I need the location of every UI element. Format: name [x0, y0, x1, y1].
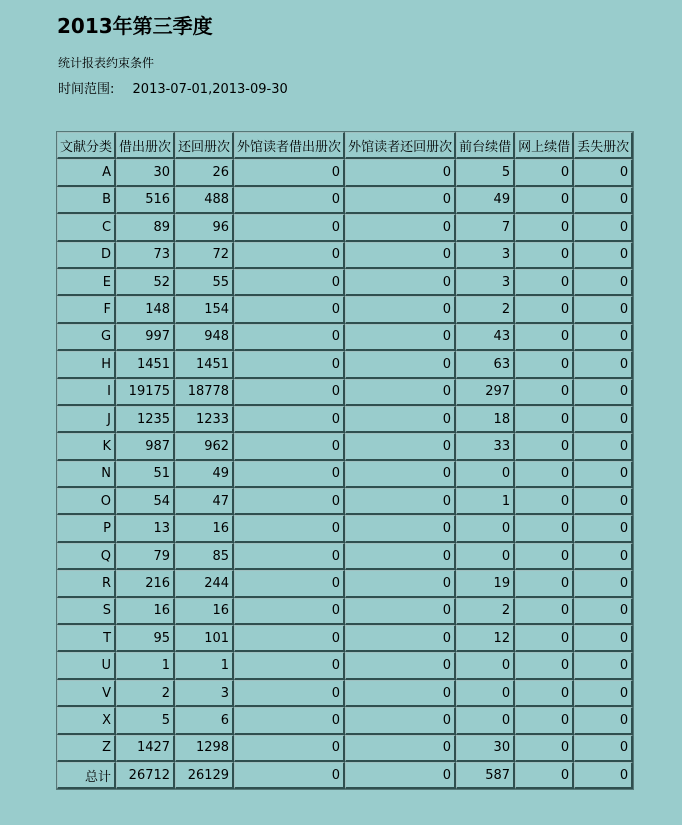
value-cell: 0	[234, 652, 345, 679]
value-cell: 0	[515, 652, 574, 679]
value-cell: 79	[116, 543, 175, 570]
value-cell: 0	[234, 488, 345, 515]
value-cell: 0	[345, 214, 456, 241]
value-cell: 0	[515, 625, 574, 652]
value-cell: 0	[345, 735, 456, 762]
category-cell: U	[57, 652, 116, 679]
value-cell: 26712	[116, 762, 175, 789]
value-cell: 0	[345, 707, 456, 734]
column-header: 丢失册次	[574, 132, 633, 159]
table-row	[57, 680, 633, 707]
value-cell: 0	[574, 242, 633, 269]
value-cell: 0	[234, 735, 345, 762]
value-cell: 0	[234, 269, 345, 296]
value-cell: 0	[345, 625, 456, 652]
value-cell: 0	[574, 406, 633, 433]
value-cell: 997	[116, 324, 175, 351]
value-cell: 18	[456, 406, 515, 433]
value-cell: 0	[456, 543, 515, 570]
value-cell: 52	[116, 269, 175, 296]
value-cell: 0	[345, 680, 456, 707]
value-cell: 0	[234, 406, 345, 433]
value-cell: 0	[574, 625, 633, 652]
value-cell: 0	[345, 515, 456, 542]
value-cell: 12	[456, 625, 515, 652]
value-cell: 51	[116, 461, 175, 488]
table-row	[57, 214, 633, 241]
time-range-label: 时间范围:	[58, 82, 115, 97]
value-cell: 0	[234, 433, 345, 460]
value-cell: 0	[234, 379, 345, 406]
value-cell: 0	[345, 269, 456, 296]
value-cell: 0	[574, 762, 633, 789]
value-cell: 987	[116, 433, 175, 460]
value-cell: 0	[515, 379, 574, 406]
value-cell: 85	[175, 543, 234, 570]
category-cell: N	[57, 461, 116, 488]
value-cell: 0	[574, 598, 633, 625]
category-cell: Q	[57, 543, 116, 570]
category-cell: X	[57, 707, 116, 734]
value-cell: 0	[515, 433, 574, 460]
value-cell: 0	[515, 488, 574, 515]
category-cell: E	[57, 269, 116, 296]
value-cell: 0	[234, 762, 345, 789]
value-cell: 19	[456, 570, 515, 597]
category-cell: H	[57, 351, 116, 378]
table-row	[57, 625, 633, 652]
value-cell: 0	[574, 159, 633, 186]
value-cell: 0	[345, 296, 456, 323]
value-cell: 0	[234, 214, 345, 241]
value-cell: 0	[345, 570, 456, 597]
value-cell: 3	[175, 680, 234, 707]
value-cell: 3	[456, 242, 515, 269]
value-cell: 0	[515, 187, 574, 214]
table-row	[57, 735, 633, 762]
value-cell: 0	[234, 543, 345, 570]
table-row	[57, 269, 633, 296]
category-cell: V	[57, 680, 116, 707]
value-cell: 0	[574, 269, 633, 296]
value-cell: 16	[116, 598, 175, 625]
value-cell: 0	[456, 515, 515, 542]
value-cell: 0	[456, 652, 515, 679]
value-cell: 0	[345, 762, 456, 789]
value-cell: 0	[515, 214, 574, 241]
table-row	[57, 406, 633, 433]
value-cell: 54	[116, 488, 175, 515]
table-row	[57, 324, 633, 351]
value-cell: 0	[234, 515, 345, 542]
value-cell: 216	[116, 570, 175, 597]
value-cell: 1427	[116, 735, 175, 762]
value-cell: 0	[574, 433, 633, 460]
value-cell: 0	[515, 707, 574, 734]
value-cell: 0	[574, 570, 633, 597]
value-cell: 0	[456, 680, 515, 707]
value-cell: 1451	[175, 351, 234, 378]
table-row	[57, 543, 633, 570]
value-cell: 96	[175, 214, 234, 241]
value-cell: 1	[175, 652, 234, 679]
value-cell: 0	[234, 351, 345, 378]
category-cell: P	[57, 515, 116, 542]
table-row	[57, 351, 633, 378]
value-cell: 0	[574, 214, 633, 241]
value-cell: 6	[175, 707, 234, 734]
value-cell: 0	[574, 296, 633, 323]
table-row	[57, 242, 633, 269]
value-cell: 0	[574, 680, 633, 707]
value-cell: 89	[116, 214, 175, 241]
category-cell: J	[57, 406, 116, 433]
page-title: 2013年第三季度	[57, 14, 213, 38]
category-cell: F	[57, 296, 116, 323]
value-cell: 47	[175, 488, 234, 515]
category-cell: 总计	[57, 762, 116, 789]
value-cell: 73	[116, 242, 175, 269]
category-cell: T	[57, 625, 116, 652]
column-header: 外馆读者借出册次	[234, 132, 345, 159]
value-cell: 26129	[175, 762, 234, 789]
value-cell: 95	[116, 625, 175, 652]
table-row	[57, 433, 633, 460]
category-cell: G	[57, 324, 116, 351]
value-cell: 0	[345, 159, 456, 186]
value-cell: 0	[234, 324, 345, 351]
value-cell: 0	[515, 324, 574, 351]
value-cell: 0	[574, 324, 633, 351]
category-cell: S	[57, 598, 116, 625]
value-cell: 1298	[175, 735, 234, 762]
value-cell: 0	[515, 159, 574, 186]
value-cell: 0	[234, 680, 345, 707]
value-cell: 948	[175, 324, 234, 351]
value-cell: 0	[515, 598, 574, 625]
category-cell: D	[57, 242, 116, 269]
value-cell: 30	[456, 735, 515, 762]
value-cell: 0	[234, 625, 345, 652]
table-row	[57, 159, 633, 186]
value-cell: 0	[345, 242, 456, 269]
statistics-table	[56, 131, 634, 790]
value-cell: 0	[345, 543, 456, 570]
value-cell: 0	[574, 187, 633, 214]
value-cell: 33	[456, 433, 515, 460]
table-row	[57, 598, 633, 625]
value-cell: 30	[116, 159, 175, 186]
value-cell: 7	[456, 214, 515, 241]
conditions-title: 统计报表约束条件	[58, 56, 155, 70]
value-cell: 2	[456, 296, 515, 323]
table-row	[57, 296, 633, 323]
value-cell: 0	[574, 515, 633, 542]
value-cell: 49	[175, 461, 234, 488]
value-cell: 0	[345, 652, 456, 679]
value-cell: 0	[515, 735, 574, 762]
category-cell: R	[57, 570, 116, 597]
value-cell: 55	[175, 269, 234, 296]
value-cell: 3	[456, 269, 515, 296]
value-cell: 587	[456, 762, 515, 789]
value-cell: 962	[175, 433, 234, 460]
table-row	[57, 461, 633, 488]
value-cell: 0	[574, 488, 633, 515]
value-cell: 244	[175, 570, 234, 597]
value-cell: 43	[456, 324, 515, 351]
table-row	[57, 707, 633, 734]
value-cell: 0	[574, 543, 633, 570]
value-cell: 0	[515, 269, 574, 296]
value-cell: 0	[234, 461, 345, 488]
value-cell: 297	[456, 379, 515, 406]
value-cell: 154	[175, 296, 234, 323]
value-cell: 516	[116, 187, 175, 214]
table-row	[57, 187, 633, 214]
value-cell: 0	[345, 187, 456, 214]
value-cell: 0	[234, 159, 345, 186]
time-range-value: 2013-07-01,2013-09-30	[132, 82, 288, 97]
value-cell: 18778	[175, 379, 234, 406]
value-cell: 1	[116, 652, 175, 679]
column-header: 前台续借	[456, 132, 515, 159]
value-cell: 0	[234, 187, 345, 214]
value-cell: 0	[345, 488, 456, 515]
table-row	[57, 488, 633, 515]
category-cell: K	[57, 433, 116, 460]
value-cell: 0	[574, 461, 633, 488]
value-cell: 1	[456, 488, 515, 515]
table-row	[57, 515, 633, 542]
value-cell: 0	[456, 461, 515, 488]
value-cell: 13	[116, 515, 175, 542]
column-header: 文献分类	[57, 132, 116, 159]
value-cell: 16	[175, 515, 234, 542]
value-cell: 0	[234, 598, 345, 625]
value-cell: 0	[345, 433, 456, 460]
value-cell: 19175	[116, 379, 175, 406]
value-cell: 0	[345, 351, 456, 378]
value-cell: 63	[456, 351, 515, 378]
value-cell: 0	[515, 242, 574, 269]
value-cell: 2	[116, 680, 175, 707]
value-cell: 1235	[116, 406, 175, 433]
category-cell: I	[57, 379, 116, 406]
category-cell: B	[57, 187, 116, 214]
column-header: 外馆读者还回册次	[345, 132, 456, 159]
value-cell: 0	[515, 570, 574, 597]
category-cell: Z	[57, 735, 116, 762]
value-cell: 0	[515, 680, 574, 707]
value-cell: 0	[574, 379, 633, 406]
value-cell: 16	[175, 598, 234, 625]
value-cell: 0	[515, 515, 574, 542]
value-cell: 1451	[116, 351, 175, 378]
value-cell: 148	[116, 296, 175, 323]
total-row	[57, 762, 633, 789]
value-cell: 0	[515, 762, 574, 789]
value-cell: 0	[574, 351, 633, 378]
value-cell: 0	[345, 406, 456, 433]
table-row	[57, 570, 633, 597]
value-cell: 101	[175, 625, 234, 652]
value-cell: 0	[574, 652, 633, 679]
value-cell: 5	[456, 159, 515, 186]
category-cell: O	[57, 488, 116, 515]
column-header: 还回册次	[175, 132, 234, 159]
value-cell: 1233	[175, 406, 234, 433]
value-cell: 0	[234, 570, 345, 597]
value-cell: 0	[234, 707, 345, 734]
value-cell: 0	[234, 242, 345, 269]
category-cell: A	[57, 159, 116, 186]
table-header-row	[57, 132, 633, 159]
value-cell: 26	[175, 159, 234, 186]
value-cell: 0	[234, 296, 345, 323]
value-cell: 49	[456, 187, 515, 214]
table-row	[57, 652, 633, 679]
value-cell: 2	[456, 598, 515, 625]
value-cell: 72	[175, 242, 234, 269]
value-cell: 0	[345, 379, 456, 406]
value-cell: 0	[345, 461, 456, 488]
category-cell: C	[57, 214, 116, 241]
value-cell: 0	[515, 543, 574, 570]
value-cell: 0	[345, 324, 456, 351]
value-cell: 0	[574, 707, 633, 734]
column-header: 借出册次	[116, 132, 175, 159]
value-cell: 0	[345, 598, 456, 625]
value-cell: 0	[515, 351, 574, 378]
table-row	[57, 379, 633, 406]
value-cell: 0	[515, 406, 574, 433]
value-cell: 0	[515, 296, 574, 323]
column-header: 网上续借	[515, 132, 574, 159]
value-cell: 0	[574, 735, 633, 762]
value-cell: 0	[456, 707, 515, 734]
value-cell: 0	[515, 461, 574, 488]
value-cell: 5	[116, 707, 175, 734]
time-range	[58, 78, 288, 97]
value-cell: 488	[175, 187, 234, 214]
